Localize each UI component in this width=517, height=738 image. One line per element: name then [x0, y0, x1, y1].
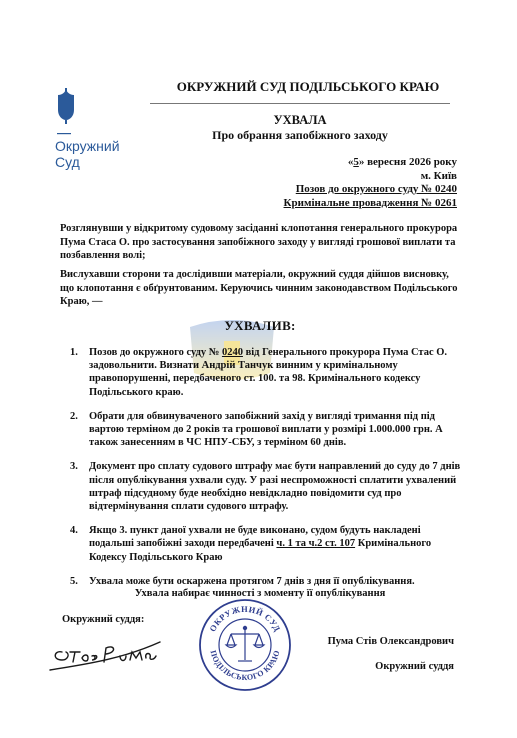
effect-statement: Ухвала набирає чинності з моменту її опублікування	[134, 588, 386, 599]
proceeding-label: Кримінальне провадження №	[283, 196, 435, 209]
list-item	[70, 460, 465, 513]
paragraph-consideration: Розглянувши у відкритому судовому засіданні клопотання генерального прокурора Пума Стаса О. про застосування запобіжного заходу у вигляді грошової виплати та позбавлення волі;	[60, 223, 458, 261]
case-label: Позов до окружного суду №	[295, 183, 435, 195]
list-item	[70, 575, 465, 588]
case-number-line	[284, 183, 457, 197]
seal-text-top: ОКРУЖНИЙ СУД	[207, 603, 283, 634]
proceeding-number-line	[284, 197, 457, 211]
list-item-text: Ухвала може бути оскаржена протягом 7 днів з дня її опублікування.	[89, 575, 415, 587]
date-line	[284, 156, 457, 170]
list-item-number: 1.	[70, 347, 78, 358]
list-item-number: 2.	[70, 410, 78, 422]
judge-label: Окружний суддя:	[62, 614, 145, 625]
header-divider	[150, 103, 450, 104]
city: м. Київ	[420, 169, 457, 182]
list-item-number: 3.	[70, 461, 78, 473]
list-item	[70, 410, 465, 450]
list-item-number: 4.	[70, 525, 78, 537]
signature-icon	[40, 630, 165, 680]
list-item	[70, 346, 465, 399]
logo-text-line-2: Суд	[55, 154, 80, 170]
list-item-text: Позов до окружного суду №	[89, 347, 222, 358]
list-item-text: Документ про сплату судового штрафу має бути направлений до суду до 7 днів після опублікування ухвали суду. У разі неспроможності сплатити ухвалений штраф підсудному буде необхідно невідкладно повідомити суд про відтермінування сплати судового штрафу.	[89, 461, 461, 513]
court-title: ОКРУЖНИЙ СУД ПОДІЛЬСЬКОГО КРАЮ	[176, 79, 440, 94]
list-item-underlined: ч. 1 та ч.2 ст. 107	[276, 538, 356, 550]
list-item-text: Обрати для обвинуваченого запобіжний захід у вигляді тримання під під вартою терміном до 2 років та грошової виплати у розмірі 1.000.000 грн. А також занесенням в ЧС НПУ-СБУ, з терміном 60 днів.	[89, 410, 443, 449]
decided-heading: УХВАЛИВ:	[224, 318, 296, 333]
list-item-text-rest: Кримінального Кодексу Подільського Краю	[89, 538, 432, 563]
seal-text-bottom: ПОДІЛЬСЬКОГО КРАЮ	[208, 649, 282, 683]
list-item-text: Якщо 3. пункт даної ухвали не буде виконано, судом будуть накладені подальші запобіжні заходи передбачені	[89, 525, 421, 550]
list-item	[70, 524, 465, 564]
case-meta	[284, 156, 457, 210]
decision-list	[70, 346, 465, 599]
date-suffix: » вересня 2026 року	[358, 156, 457, 168]
proceeding-number: 0261	[435, 196, 457, 209]
scales-icon	[226, 626, 264, 661]
case-number: 0240	[435, 183, 457, 195]
date-day: 5	[353, 156, 359, 168]
paragraph-findings: Вислухавши сторони та дослідивши матеріали, окружний суддя дійшов висновку, що клопотання є обґрунтованим. Керуючись чинним законодавством Подільського Краю, —	[60, 269, 458, 307]
court-seal	[198, 598, 292, 692]
document-subtitle: Про обрання запобіжного заходу	[212, 128, 388, 142]
list-item-underlined: 0240	[221, 347, 243, 358]
list-item-number: 5.	[70, 575, 78, 587]
date-prefix: «	[347, 156, 354, 168]
judge-name: Пума Стів Олександрович	[327, 636, 454, 647]
logo-text	[55, 138, 120, 170]
judge-role: Окружний суддя	[375, 661, 454, 672]
logo-text-line-1: Окружний	[55, 138, 120, 154]
list-item-text-rest: від Генерального прокурора Пума Стас О. задовольнити. Визнати Андрій Танчук винним у кримінальному правопорушенні, передбаченого ст. 100. та 98. Кримінального кодексу Подільського краю.	[89, 347, 448, 398]
document-type: УХВАЛА	[273, 113, 327, 127]
